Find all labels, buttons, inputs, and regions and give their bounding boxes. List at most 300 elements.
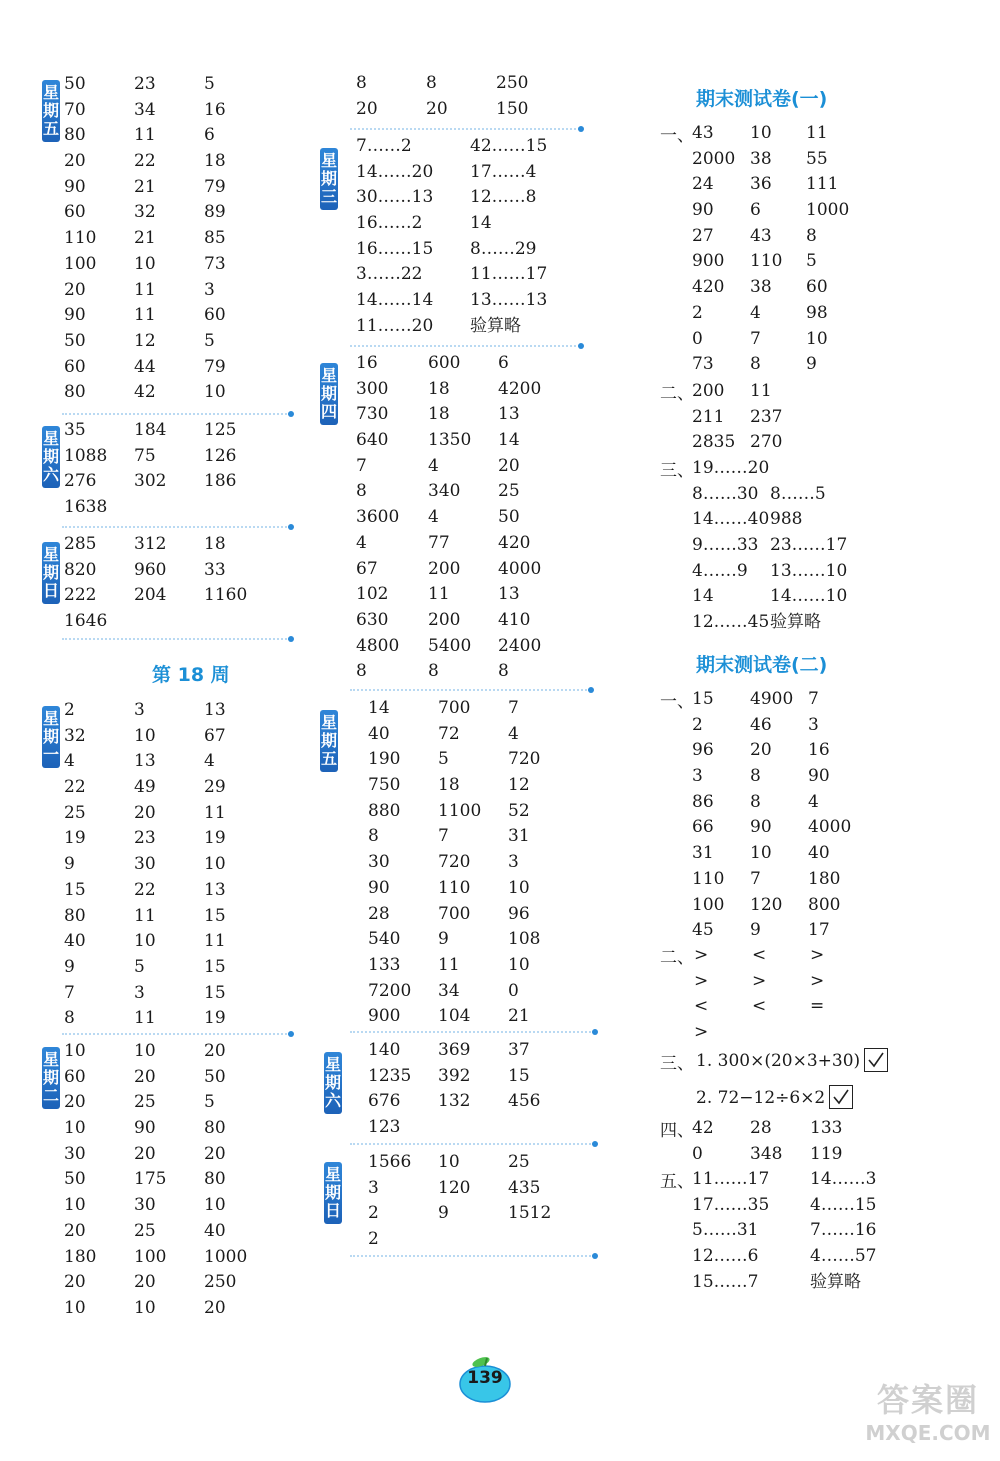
answer-cell: 90 <box>692 200 714 221</box>
answer-cell: 15 <box>204 905 226 926</box>
answer-cell: 0 <box>692 1143 703 1164</box>
answer-cell: 30 <box>134 1195 156 1216</box>
answer-cell: 24 <box>692 174 714 195</box>
answer-cell: 12 <box>134 330 156 351</box>
answer-cell: 43 <box>750 225 772 246</box>
answer-cell: 7 <box>508 698 519 718</box>
answer-cell: 52 <box>508 800 530 821</box>
day-tag: 星期五 <box>320 710 338 772</box>
answer-cell: 6 <box>750 200 761 221</box>
answer-cell: 9 <box>64 956 75 977</box>
answer-cell: 133 <box>810 1118 843 1138</box>
test2-part3-line1 <box>696 1049 888 1074</box>
answer-cell: 20 <box>64 1220 86 1241</box>
answer-cell: 90 <box>134 1118 156 1139</box>
answer-cell: 73 <box>692 354 714 375</box>
answer-cell: 18 <box>428 378 450 399</box>
answer-cell: 312 <box>134 534 167 554</box>
answer-cell: 420 <box>498 532 531 553</box>
answer-cell: 85 <box>204 228 226 249</box>
answer-cell: 8……29 <box>470 238 537 259</box>
answer-cell: 1512 <box>508 1203 552 1224</box>
answer-cell: 9……33 <box>692 535 759 556</box>
answer-cell: 211 <box>692 406 725 427</box>
answer-cell: 3……22 <box>356 264 423 285</box>
answer-cell: 7 <box>750 328 761 349</box>
answer-cell: 86 <box>692 791 714 812</box>
answer-cell: 16……2 <box>356 213 423 234</box>
answer-cell: 9 <box>438 929 449 950</box>
day-tag: 星期三 <box>320 148 338 210</box>
answer-cell: 13 <box>498 404 520 425</box>
answer-cell: 11 <box>134 125 156 146</box>
answer-cell: 20 <box>498 455 520 476</box>
answer-cell: 10 <box>204 1195 226 1216</box>
expression: 2. 72−12÷6×2 <box>696 1088 826 1108</box>
dotted-separator <box>350 1143 594 1145</box>
answer-cell: 200 <box>428 609 461 630</box>
answer-cell: 4……15 <box>810 1194 877 1215</box>
answer-cell: 7……16 <box>810 1220 877 1241</box>
answer-cell: 2 <box>64 700 75 720</box>
answer-cell: 184 <box>134 420 167 440</box>
answer-cell: 410 <box>498 609 531 630</box>
answer-cell: 验算略 <box>810 1271 861 1292</box>
answer-cell: 60 <box>204 305 226 326</box>
answer-cell: 456 <box>508 1091 541 1112</box>
answer-cell: 40 <box>368 723 390 744</box>
answer-cell: 50 <box>64 1169 86 1190</box>
answer-cell: 60 <box>64 1066 86 1087</box>
answer-cell: 4900 <box>750 689 794 709</box>
answer-cell: 5 <box>438 749 449 770</box>
answer-cell: 110 <box>438 877 471 898</box>
answer-cell: 8 <box>356 481 367 502</box>
answer-cell: 2000 <box>692 148 736 169</box>
answer-cell: 3 <box>368 1177 379 1198</box>
answer-cell: 3 <box>508 852 519 873</box>
answer-cell: 15 <box>692 689 714 709</box>
answer-cell: 30 <box>134 854 156 875</box>
answer-cell: 12……6 <box>692 1246 759 1267</box>
answer-cell: 80 <box>204 1169 226 1190</box>
answer-cell: 4 <box>428 455 439 476</box>
answer-cell: 19 <box>64 828 86 849</box>
answer-cell: 10 <box>134 1041 156 1061</box>
answer-cell: 102 <box>356 584 389 605</box>
answer-cell: 21 <box>508 1006 530 1027</box>
answer-cell: 5 <box>134 956 145 977</box>
answer-cell: 0 <box>692 328 703 349</box>
answer-cell: 9 <box>806 354 817 375</box>
dotted-separator <box>350 1031 594 1033</box>
answer-cell: 70 <box>64 99 86 120</box>
answer-cell: 11 <box>428 584 450 605</box>
answer-cell: 35 <box>64 420 86 440</box>
answer-cell: 20 <box>356 98 378 119</box>
answer-cell: 16 <box>356 353 378 373</box>
answer-cell: 27 <box>692 225 714 246</box>
answer-cell: 77 <box>428 532 450 553</box>
answer-cell: 14……20 <box>356 161 434 182</box>
answer-cell: 90 <box>64 305 86 326</box>
answer-cell: 15 <box>64 879 86 900</box>
dotted-separator <box>350 1255 594 1257</box>
answer-cell: 4 <box>356 532 367 553</box>
answer-cell: 237 <box>750 406 783 427</box>
answer-cell: 8 <box>428 661 439 682</box>
answer-cell: 22 <box>134 151 156 172</box>
part-label: 五、 <box>660 1172 694 1192</box>
answer-cell: 250 <box>204 1272 237 1293</box>
answer-cell: 100 <box>692 894 725 915</box>
answer-cell: 60 <box>806 277 828 298</box>
answer-cell: 12……45 <box>692 612 770 633</box>
answer-cell: 302 <box>134 471 167 492</box>
answer-cell: 15……7 <box>692 1271 759 1292</box>
check-icon <box>829 1085 853 1109</box>
answer-cell: 15 <box>508 1065 530 1086</box>
answer-cell: 10 <box>64 1041 86 1061</box>
answer-cell: > <box>694 1022 709 1043</box>
answer-cell: 8 <box>498 661 509 682</box>
answer-cell: 700 <box>438 903 471 924</box>
answer-cell: 4000 <box>498 558 542 579</box>
answer-cell: 900 <box>368 1006 401 1027</box>
answer-cell: 20 <box>204 1297 226 1318</box>
answer-cell: 11 <box>134 305 156 326</box>
answer-cell: 369 <box>438 1040 471 1060</box>
answer-cell: 37 <box>508 1040 530 1060</box>
answer-cell: 5 <box>204 330 215 351</box>
answer-cell: = <box>810 996 825 1017</box>
day-tag: 星期六 <box>324 1052 342 1114</box>
answer-cell: 1350 <box>428 430 472 451</box>
answer-cell: 38 <box>750 148 772 169</box>
answer-cell: 66 <box>692 817 714 838</box>
answer-cell: 10 <box>508 954 530 975</box>
answer-cell: 3 <box>204 279 215 300</box>
answer-cell: 31 <box>692 843 714 864</box>
answer-cell: 630 <box>356 609 389 630</box>
answer-cell: 4 <box>808 791 819 812</box>
answer-cell: 44 <box>134 356 156 377</box>
answer-cell: 20 <box>134 1272 156 1293</box>
answer-cell: 验算略 <box>470 315 521 336</box>
answer-cell: 126 <box>204 445 237 466</box>
answer-cell: 11 <box>134 905 156 926</box>
day-tag: 星期五 <box>42 80 60 142</box>
answer-cell: 32 <box>64 725 86 746</box>
answer-cell: 10 <box>438 1152 460 1172</box>
answer-cell: 20 <box>134 802 156 823</box>
answer-cell: 30 <box>368 852 390 873</box>
answer-cell: 880 <box>368 800 401 821</box>
answer-cell: 40 <box>204 1220 226 1241</box>
answer-cell: 1088 <box>64 445 108 466</box>
answer-cell: 640 <box>356 430 389 451</box>
answer-cell: 19……20 <box>692 458 770 478</box>
answer-cell: 23 <box>134 74 156 94</box>
answer-cell: 10 <box>204 382 226 403</box>
answer-cell: 90 <box>808 766 830 787</box>
page-number-badge <box>457 1354 513 1404</box>
answer-cell: 11……17 <box>692 1169 770 1189</box>
answer-cell: 150 <box>496 98 529 119</box>
dotted-separator <box>350 689 590 691</box>
answer-cell: 720 <box>508 749 541 770</box>
part-label: 二、 <box>660 948 694 968</box>
answer-cell: 180 <box>808 868 841 889</box>
answer-cell: 10 <box>750 123 772 143</box>
answer-cell: 20 <box>204 1041 226 1061</box>
answer-cell: 96 <box>692 740 714 761</box>
answer-cell: 340 <box>428 481 461 502</box>
answer-cell: 46 <box>750 714 772 735</box>
answer-cell: 50 <box>64 330 86 351</box>
answer-cell: 435 <box>508 1177 541 1198</box>
answer-cell: 4000 <box>808 817 852 838</box>
answer-cell: 8 <box>750 791 761 812</box>
answer-cell: 222 <box>64 585 97 606</box>
answer-cell: 14……40 <box>692 509 770 530</box>
answer-cell: 90 <box>64 176 86 197</box>
answer-cell: 111 <box>806 174 839 195</box>
answer-cell: 34 <box>438 980 460 1001</box>
answer-cell: 5 <box>204 1092 215 1113</box>
answer-cell: 13……10 <box>770 560 848 581</box>
answer-cell: 19 <box>204 828 226 849</box>
answer-cell: 23……17 <box>770 535 848 556</box>
answer-cell: 33 <box>204 559 226 580</box>
answer-cell: 276 <box>64 471 97 492</box>
expression: 1. 300×(20×3+30) <box>696 1051 861 1071</box>
answer-cell: 10 <box>64 1195 86 1216</box>
answer-cell: 80 <box>64 382 86 403</box>
day-tag: 星期六 <box>42 426 60 488</box>
answer-cell: 9 <box>438 1203 449 1224</box>
answer-cell: 20 <box>750 740 772 761</box>
answer-cell: 19 <box>204 1008 226 1029</box>
answer-cell: 11 <box>134 1008 156 1029</box>
answer-cell: 25 <box>134 1092 156 1113</box>
part-label: 四、 <box>660 1121 694 1141</box>
check-icon <box>864 1048 888 1072</box>
answer-cell: 2835 <box>692 432 736 453</box>
answer-cell: 38 <box>750 277 772 298</box>
answer-cell: 23 <box>134 828 156 849</box>
answer-cell: 40 <box>808 843 830 864</box>
answer-cell: 67 <box>356 558 378 579</box>
answer-cell: 2400 <box>498 635 542 656</box>
dotted-separator <box>62 638 290 640</box>
answer-cell: 200 <box>692 381 725 401</box>
answer-cell: 13……13 <box>470 290 548 311</box>
answer-cell: 5 <box>204 74 215 94</box>
answer-cell: 20 <box>134 1143 156 1164</box>
answer-cell: < <box>694 996 709 1017</box>
answer-cell: 15 <box>204 956 226 977</box>
answer-cell: 11……17 <box>470 264 548 285</box>
answer-cell: 3 <box>134 700 145 720</box>
day-tag: 星期一 <box>42 706 60 768</box>
answer-cell: 22 <box>64 777 86 798</box>
answer-cell: 14 <box>692 586 714 607</box>
answer-cell: 285 <box>64 534 97 554</box>
day-tag: 星期四 <box>320 363 338 425</box>
part-label: 一、 <box>660 126 694 146</box>
answer-cell: 7200 <box>368 980 412 1001</box>
answer-cell: 42……15 <box>470 136 548 156</box>
answer-cell: 32 <box>134 202 156 223</box>
answer-cell: 15 <box>204 982 226 1003</box>
answer-cell: 49 <box>134 777 156 798</box>
answer-cell: 8……5 <box>770 483 826 504</box>
answer-cell: 820 <box>64 559 97 580</box>
answer-cell: 96 <box>508 903 530 924</box>
answer-cell: 50 <box>498 507 520 528</box>
answer-cell: 120 <box>438 1177 471 1198</box>
answer-cell: 45 <box>692 920 714 941</box>
answer-cell: 1000 <box>806 200 850 221</box>
answer-cell: 140 <box>368 1040 401 1060</box>
answer-cell: 3600 <box>356 507 400 528</box>
answer-cell: 50 <box>204 1066 226 1087</box>
dotted-separator <box>62 413 290 415</box>
answer-cell: 200 <box>428 558 461 579</box>
answer-cell: > <box>694 945 709 965</box>
answer-cell: 13 <box>204 879 226 900</box>
answer-cell: 900 <box>692 251 725 272</box>
answer-cell: 7 <box>750 868 761 889</box>
answer-cell: 750 <box>368 775 401 796</box>
answer-cell: 17……4 <box>470 161 537 182</box>
answer-cell: 7 <box>438 826 449 847</box>
answer-cell: 55 <box>806 148 828 169</box>
answer-cell: 28 <box>368 903 390 924</box>
answer-cell: 80 <box>204 1118 226 1139</box>
answer-cell: 119 <box>810 1143 843 1164</box>
answer-cell: 1000 <box>204 1246 248 1267</box>
answer-cell: 10 <box>64 1118 86 1139</box>
answer-cell: 18 <box>428 404 450 425</box>
answer-cell: 6 <box>204 125 215 146</box>
answer-cell: 300 <box>356 378 389 399</box>
answer-cell: 7……2 <box>356 136 412 156</box>
answer-cell: 11 <box>438 954 460 975</box>
answer-cell: 89 <box>204 202 226 223</box>
day-tag: 星期日 <box>324 1162 342 1224</box>
answer-cell: > <box>810 945 825 965</box>
answer-cell: 31 <box>508 826 530 847</box>
answer-cell: 11 <box>204 931 226 952</box>
answer-cell: 3 <box>692 766 703 787</box>
answer-cell: 30 <box>64 1143 86 1164</box>
answer-cell: 79 <box>204 176 226 197</box>
answer-cell: 8 <box>356 661 367 682</box>
answer-cell: 600 <box>428 353 461 373</box>
answer-cell: 7 <box>808 689 819 709</box>
answer-cell: 29 <box>204 777 226 798</box>
answer-cell: 4 <box>750 302 761 323</box>
answer-cell: 90 <box>750 817 772 838</box>
answer-cell: 16 <box>808 740 830 761</box>
answer-cell: > <box>752 970 767 991</box>
answer-cell: 18 <box>438 775 460 796</box>
test1-title: 期末测试卷(一) <box>696 88 828 110</box>
answer-cell: 540 <box>368 929 401 950</box>
answer-cell: 1566 <box>368 1152 412 1172</box>
answer-cell: 20 <box>64 1092 86 1113</box>
answer-cell: 验算略 <box>770 612 821 633</box>
answer-cell: 1100 <box>438 800 482 821</box>
answer-cell: 14 <box>470 213 492 234</box>
answer-cell: 18 <box>204 151 226 172</box>
answer-cell: 3 <box>808 714 819 735</box>
answer-cell: 100 <box>64 253 97 274</box>
dotted-separator <box>350 128 580 130</box>
answer-cell: 20 <box>64 151 86 172</box>
answer-cell: 4 <box>428 507 439 528</box>
answer-cell: 10 <box>134 725 156 746</box>
answer-cell: 180 <box>64 1246 97 1267</box>
answer-cell: 36 <box>750 174 772 195</box>
answer-cell: 13 <box>498 584 520 605</box>
answer-cell: 730 <box>356 404 389 425</box>
answer-cell: 100 <box>134 1246 167 1267</box>
answer-cell: 4……9 <box>692 560 748 581</box>
answer-cell: 10 <box>134 1297 156 1318</box>
answer-cell: 1235 <box>368 1065 412 1086</box>
answer-cell: > <box>810 970 825 991</box>
watermark <box>858 1375 998 1445</box>
answer-cell: 11 <box>204 802 226 823</box>
answer-cell: 125 <box>204 420 237 440</box>
answer-cell: 348 <box>750 1143 783 1164</box>
part-label: 一、 <box>660 692 694 712</box>
answer-cell: 8 <box>750 766 761 787</box>
answer-cell: 25 <box>498 481 520 502</box>
answer-cell: 11 <box>750 381 772 401</box>
answer-cell: 4 <box>204 751 215 772</box>
dotted-separator <box>62 1033 290 1035</box>
answer-cell: 17 <box>808 920 830 941</box>
answer-cell: 250 <box>496 73 529 93</box>
page-number: 139 <box>467 1368 503 1388</box>
answer-cell: 988 <box>770 509 803 530</box>
answer-cell: 8……30 <box>692 483 759 504</box>
answer-cell: 11 <box>806 123 828 143</box>
answer-cell: 800 <box>808 894 841 915</box>
answer-cell: 11……20 <box>356 315 434 336</box>
answer-cell: 14……10 <box>770 586 848 607</box>
answer-cell: 175 <box>134 1169 167 1190</box>
answer-cell: 20 <box>64 1272 86 1293</box>
answer-cell: 700 <box>438 698 471 718</box>
answer-cell: 50 <box>64 74 86 94</box>
answer-cell: 10 <box>508 877 530 898</box>
answer-cell: 25 <box>64 802 86 823</box>
answer-cell: 17……35 <box>692 1194 770 1215</box>
answer-cell: 10 <box>204 854 226 875</box>
answer-cell: 13 <box>204 700 226 720</box>
answer-cell: 14……3 <box>810 1169 877 1189</box>
answer-cell: 10 <box>750 843 772 864</box>
answer-cell: 5 <box>806 251 817 272</box>
answer-cell: 10 <box>134 253 156 274</box>
answer-cell: 21 <box>134 176 156 197</box>
answer-cell: 1646 <box>64 611 108 632</box>
